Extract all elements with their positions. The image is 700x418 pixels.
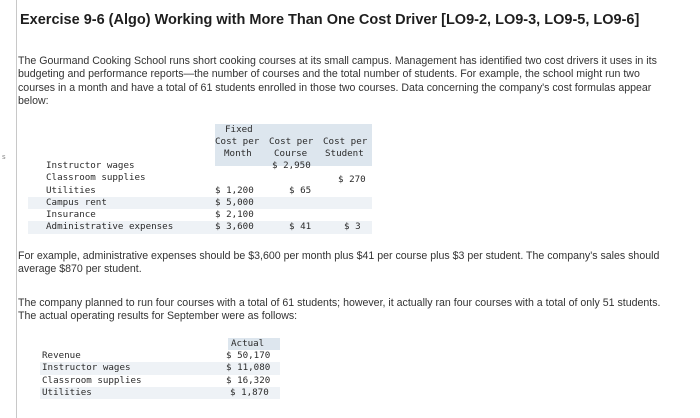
plan-paragraph: The company planned to run four courses with a total of 61 students; however, it actually ran four courses with a total of only 51 students. The actual operating results for September were as follows: [18,297,661,323]
cost-table-body [28,160,372,234]
cost-per-student: $ 270 [338,174,366,186]
row-label: Instructor wages [42,362,131,374]
table-row [40,387,280,399]
table-row [28,160,372,172]
example-paragraph: For example, administrative expenses should be $3,600 per month plus $41 per course plus $3 per student. The company's sales should average $870 per student. [18,250,660,276]
table-row [40,375,280,387]
actual-value: $ 1,870 [230,386,269,398]
actual-results-table [40,338,280,400]
edge-marker: s [2,153,6,161]
header-student-1: Cost per [323,136,368,147]
header-actual: Actual [231,338,265,349]
row-label: Administrative expenses [46,221,174,233]
fixed-cost: $ 2,100 [215,209,254,221]
header-fixed-3: Month [224,148,252,159]
row-label: Insurance [46,209,96,221]
row-label: Utilities [46,184,96,196]
actual-value: $ 11,080 [226,362,271,374]
actual-value: $ 50,170 [226,350,271,361]
intro-paragraph: The Gourmand Cooking School runs short cooking courses at its small campus. Management has identified two cost drivers it uses in its budgeting and performance reports—the number of courses and the total number of students. For example, the school might run two courses in a month and have a total of 61 students enrolled in those two courses. Data concerning the company's cost formulas appear below: [18,55,657,108]
header-fixed-2: Cost per [215,136,260,147]
header-course-2: Course [274,148,308,159]
table-row [28,197,372,209]
header-student-2: Student [325,148,364,159]
row-label: Classroom supplies [42,374,142,386]
fixed-cost: $ 5,000 [215,196,254,208]
table-row [28,172,372,184]
fixed-cost: $ 1,200 [215,184,254,196]
cost-formula-table [28,124,372,240]
cost-per-course: $ 2,950 [272,160,311,171]
row-label: Revenue [42,350,81,361]
table-row [28,221,372,233]
cost-per-course: $ 41 [289,221,312,233]
row-label: Utilities [42,386,92,398]
row-label: Classroom supplies [46,172,146,184]
exercise-title: Exercise 9-6 (Algo) Working with More Than One Cost Driver [LO9-2, LO9-3, LO9-5, LO9-6] [20,12,640,28]
table-row [28,185,372,197]
header-fixed-1: Fixed [225,124,253,135]
actual-value: $ 16,320 [226,374,271,386]
cost-per-course: $ 65 [289,184,312,196]
fixed-cost: $ 3,600 [215,221,254,233]
row-label: Campus rent [46,196,107,208]
header-course-1: Cost per [269,136,314,147]
row-label: Instructor wages [46,160,135,171]
cost-per-student: $ 3 [344,221,361,233]
table-row [28,209,372,221]
table-row [40,362,280,374]
table-row [40,350,280,362]
